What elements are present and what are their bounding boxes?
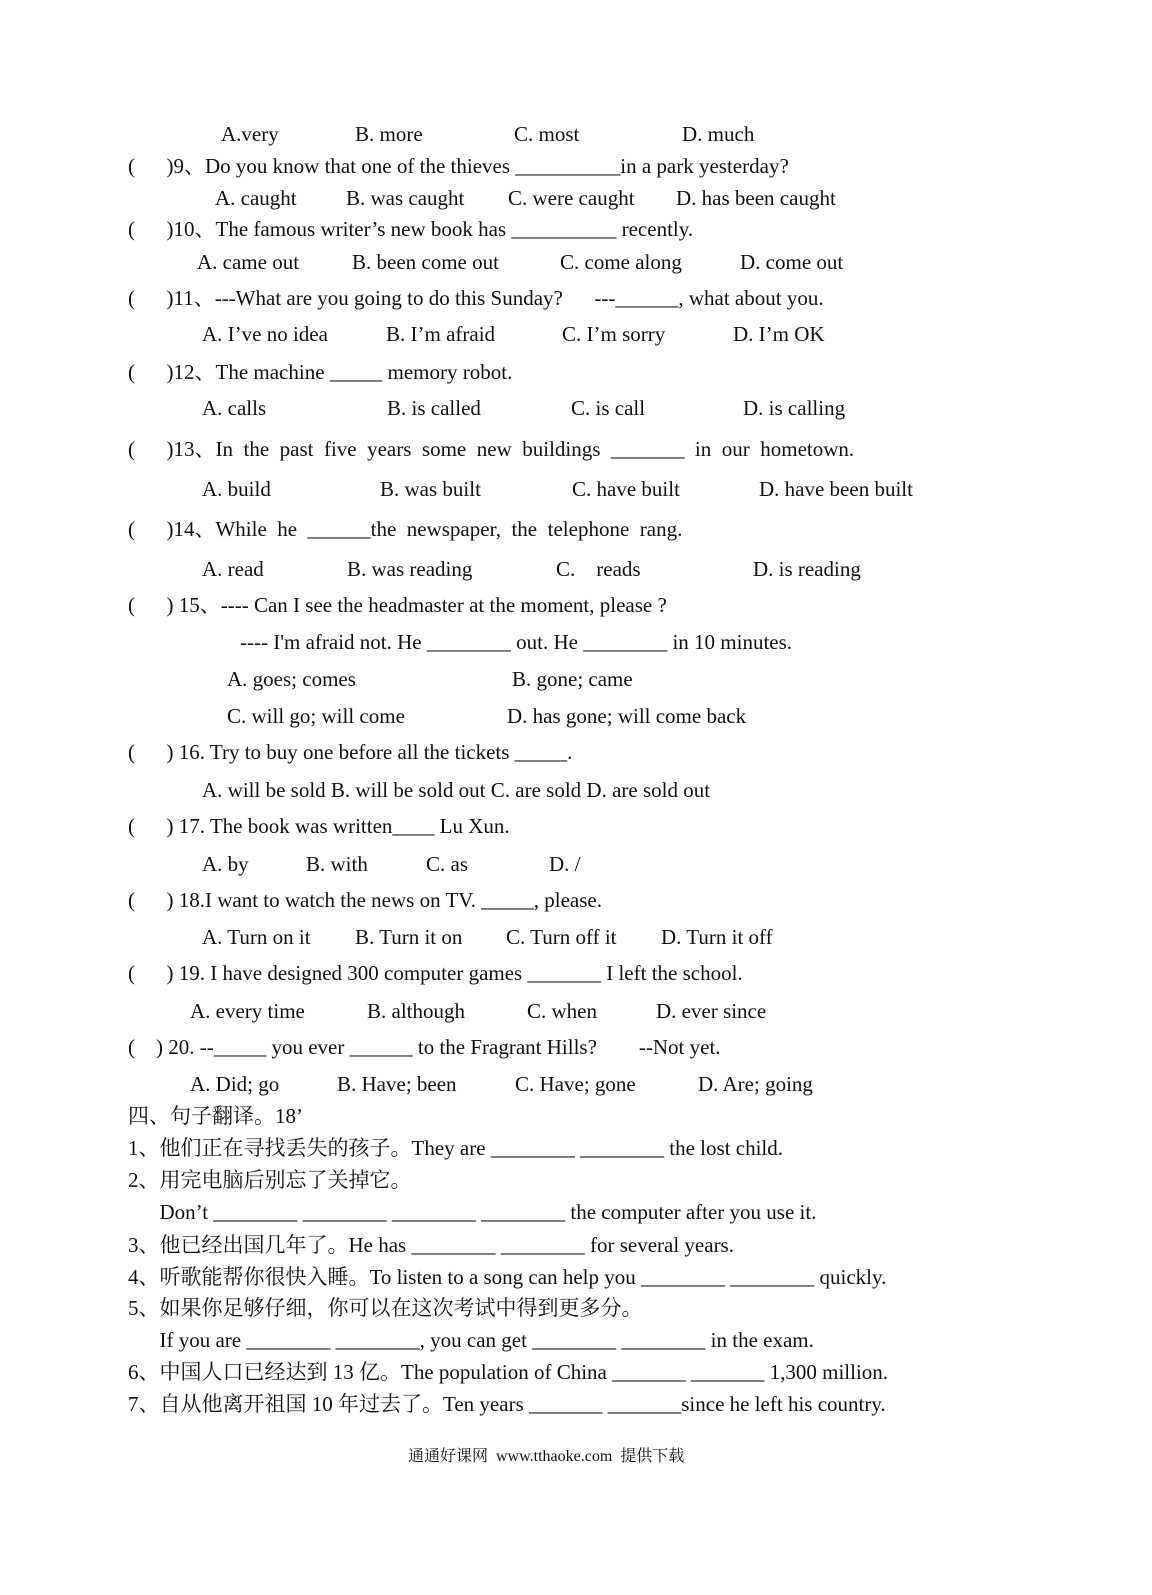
option-d: D. /	[549, 852, 581, 876]
option-d: D. is calling	[743, 396, 846, 420]
option-a: A. build	[202, 477, 271, 501]
option-a: A. Did; go	[190, 1072, 280, 1096]
option-b: B. is called	[387, 396, 481, 420]
translation-item: 1、他们正在寻找丢失的孩子。They are ________ ________ the lost child.	[128, 1136, 784, 1160]
option-d: D. have been built	[759, 477, 913, 501]
option-d: D. has gone; will come back	[507, 704, 747, 728]
option-c: C. most	[514, 122, 580, 146]
question-stem: ( ) 19. I have designed 300 computer games _______ I left the school.	[128, 961, 743, 985]
option-c: C. when	[527, 999, 597, 1023]
option-c: C. were caught	[508, 186, 635, 210]
option-a: A. goes; comes	[227, 667, 356, 691]
option-b: B. Have; been	[337, 1072, 457, 1096]
option-c: C. Turn off it	[506, 925, 617, 949]
option-b: B. Turn it on	[355, 925, 463, 949]
question-stem: ( )9、Do you know that one of the thieves __________in a park yesterday?	[128, 154, 789, 178]
option-a: A. caught	[215, 186, 297, 210]
option-a: A. calls	[202, 396, 267, 420]
option-b: B. was reading	[347, 557, 473, 581]
question-stem: ( ) 17. The book was written____ Lu Xun.	[128, 814, 510, 838]
section-title: 四、句子翻译。18’	[128, 1104, 303, 1128]
option-d: D. Are; going	[698, 1072, 813, 1096]
translation-item: If you are ________ ________, you can get ________ ________ in the exam.	[128, 1328, 814, 1352]
question-dialogue: ---- I'm afraid not. He ________ out. He ________ in 10 minutes.	[240, 630, 793, 654]
option-d: D. ever since	[656, 999, 767, 1023]
translation-item: 5、如果你足够仔细，你可以在这次考试中得到更多分。	[128, 1296, 643, 1320]
question-stem: ( )10、The famous writer’s new book has __________ recently.	[128, 217, 694, 241]
option-c: C. have built	[572, 477, 680, 501]
option-a: A. I’ve no idea	[202, 322, 328, 346]
question-stem: ( )14、While he ______the newspaper, the telephone rang.	[128, 517, 683, 541]
question-stem: ( )13、In the past five years some new buildings _______ in our hometown.	[128, 437, 855, 461]
option-d: D. is reading	[753, 557, 861, 581]
option-a: A. read	[202, 557, 264, 581]
option-d: D. has been caught	[676, 186, 836, 210]
question-stem: ( ) 15、---- Can I see the headmaster at the moment, please ?	[128, 593, 667, 617]
option-c: C. is call	[571, 396, 646, 420]
page-footer: 通通好课网 www.tthaoke.com 提供下载	[408, 1448, 685, 1465]
question-stem: ( ) 20. --_____ you ever ______ to the Fragrant Hills? --Not yet.	[128, 1035, 721, 1059]
question-stem: ( )11、---What are you going to do this Sunday? ---______, what about you.	[128, 286, 824, 310]
option-a: A. every time	[190, 999, 305, 1023]
translation-item: 2、用完电脑后别忘了关掉它。	[128, 1168, 412, 1192]
option-c: C. reads	[556, 557, 641, 581]
option-d: D. much	[682, 122, 755, 146]
translation-item: 6、中国人口已经达到 13 亿。The population of China _______ _______ 1,300 million.	[128, 1360, 889, 1384]
option-d: D. come out	[740, 250, 844, 274]
option-b: B. was caught	[346, 186, 465, 210]
option-d: D. Turn it off	[661, 925, 773, 949]
option-b: B. I’m afraid	[386, 322, 496, 346]
option-b: B. gone; came	[512, 667, 633, 691]
option-c: C. come along	[560, 250, 682, 274]
option-c: C. I’m sorry	[562, 322, 666, 346]
option-c: C. will go; will come	[227, 704, 405, 728]
translation-item: 7、自从他离开祖国 10 年过去了。Ten years _______ _______since he left his country.	[128, 1392, 886, 1416]
option-b: B. been come out	[352, 250, 499, 274]
question-stem: ( ) 18.I want to watch the news on TV. _____, please.	[128, 888, 602, 912]
translation-item: 3、他已经出国几年了。He has ________ ________ for several years.	[128, 1233, 734, 1257]
option-a: A. by	[202, 852, 249, 876]
option-d: D. I’m OK	[733, 322, 825, 346]
question-stem: ( )12、The machine _____ memory robot.	[128, 360, 513, 384]
option-a: A.very	[221, 122, 279, 146]
options-line: A. will be sold B. will be sold out C. are sold D. are sold out	[202, 778, 711, 802]
translation-item: 4、听歌能帮你很快入睡。To listen to a song can help you ________ ________ quickly.	[128, 1265, 887, 1289]
option-c: C. Have; gone	[515, 1072, 636, 1096]
option-b: B. more	[355, 122, 423, 146]
question-stem: ( ) 16. Try to buy one before all the tickets _____.	[128, 740, 573, 764]
option-b: B. with	[306, 852, 368, 876]
option-a: A. came out	[197, 250, 300, 274]
option-b: B. was built	[380, 477, 481, 501]
option-b: B. although	[367, 999, 465, 1023]
option-c: C. as	[426, 852, 468, 876]
option-a: A. Turn on it	[202, 925, 311, 949]
translation-item: Don’t ________ ________ ________ ________ the computer after you use it.	[128, 1200, 817, 1224]
